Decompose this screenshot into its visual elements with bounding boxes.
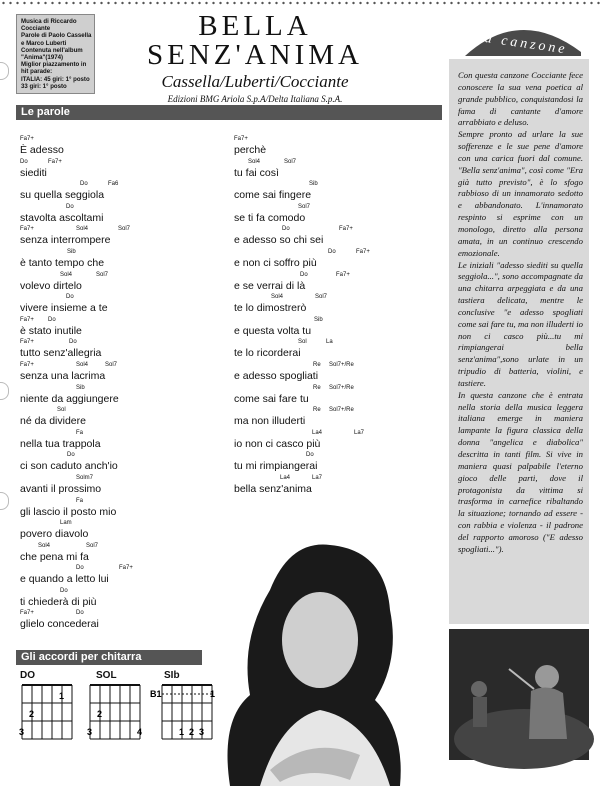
lyric-text: e adesso so chi sei [234, 234, 324, 247]
finger-number: 4 [137, 727, 143, 737]
chord-symbol: Sib [76, 384, 85, 391]
lyric-text: tu fai così [234, 166, 279, 179]
top-dotted-border [0, 0, 603, 6]
chord-row [234, 225, 434, 234]
chord-row [20, 384, 230, 393]
chord-symbol: Sol7 [298, 203, 311, 210]
lyric-line [234, 225, 434, 248]
page-notch [0, 492, 9, 510]
chord-symbol: Do [80, 181, 88, 188]
chord-symbol: Sol4 [76, 226, 89, 233]
chord-symbol: Do [48, 316, 56, 323]
chord-row [20, 564, 230, 573]
chord-symbol: Fa7+ [48, 158, 62, 165]
chord-symbol: Fa7+ [234, 136, 248, 142]
lyric-line [20, 316, 230, 339]
lyric-text: e quando a letto lui [20, 573, 109, 586]
lyric-line [20, 451, 230, 474]
badge-label: La canzone [473, 29, 569, 58]
lyric-line [20, 406, 230, 429]
lyric-text: ti chiederà di più [20, 595, 97, 608]
lyric-text: come sai fingere [234, 189, 312, 202]
chord-symbol: Do [66, 203, 74, 210]
chord-symbol: Do [300, 271, 308, 278]
lyric-line [20, 519, 230, 542]
credit-line: ITALIA: 45 giri: 1° posto [21, 75, 90, 83]
lyric-text: se ti fa comodo [234, 211, 306, 224]
credit-line: 33 giri: 1° posto [21, 82, 67, 90]
chord-symbol: Sib [314, 316, 323, 323]
chord-row [20, 451, 230, 460]
lyric-line [234, 293, 434, 316]
fretboard-grid [150, 681, 220, 743]
fretboard-grid [88, 681, 158, 743]
la-canzone-text [449, 59, 589, 624]
chord-row [234, 474, 434, 483]
la-canzone-badge [455, 12, 585, 56]
chord-symbol: Fa7+ [20, 339, 34, 346]
chord-diagram-name: SOL [96, 670, 117, 681]
chord-row [234, 316, 434, 325]
chord-symbol: La7 [354, 429, 365, 436]
sidebar-paragraph: Con questa canzone Cocciante fece conoscere la sua vena poetica al grande pubblico, conquistandosi la fama di cantante d'amore arrabbiato e deluso. [458, 70, 583, 128]
chord-row [20, 225, 230, 234]
chord-row [20, 135, 230, 144]
chord-row [234, 293, 434, 302]
page-notch [0, 382, 9, 400]
chord-row [20, 180, 230, 189]
lyrics-right-column [234, 135, 434, 497]
chord-symbol: Sol4 [76, 361, 89, 368]
chord-row [20, 519, 230, 528]
chord-diagram [19, 670, 93, 748]
chord-symbol: Sol4 [60, 271, 73, 278]
chord-symbol: Fa7+ [20, 136, 34, 142]
finger-number: 2 [97, 709, 103, 719]
concert-photo [449, 629, 589, 760]
chord-row [20, 338, 230, 347]
lyric-line [234, 203, 434, 226]
lyrics-left-column [20, 135, 230, 632]
chord-row [20, 271, 230, 280]
finger-number: 1 [210, 689, 216, 699]
chord-row [20, 316, 230, 325]
page-notch [0, 62, 9, 80]
chord-diagram-name: DO [20, 670, 35, 681]
lyric-line [234, 180, 434, 203]
chord-symbol: Fa7+ [336, 271, 350, 278]
chord-row [20, 474, 230, 483]
lyric-line [20, 203, 230, 226]
chord-symbol: Sol4 [271, 294, 284, 301]
chord-row [234, 429, 434, 438]
chords-header: Gli accordi per chitarra [16, 650, 202, 665]
sidebar-paragraph: Sempre pronto ad urlare la sue sofferenze e le sue pene d'amore con una carica fuori dal comune. "Bella senz'anima", così come "Era già tutto previsto", è lo sfogo rabbioso di un innamorato sedotto e abbandonato. L'innamorato respinto si esprime con un monologo, diretto alla persona amata, in un continuo crescendo emozionale. [458, 129, 583, 258]
lyrics-header: Le parole [16, 105, 442, 120]
chord-row [20, 609, 230, 618]
lyric-text: ci son caduto anch'io [20, 460, 118, 473]
chord-row [234, 158, 434, 167]
credit-line: Miglior piazzamento in [21, 61, 87, 69]
lyric-text: volevo dirtelo [20, 279, 82, 292]
finger-number: 3 [19, 727, 25, 737]
credit-line: hit parade: [21, 68, 53, 76]
chord-symbol: Sol7 [96, 271, 109, 278]
lyric-line [20, 135, 230, 158]
chord-row [234, 203, 434, 212]
chord-row [234, 338, 434, 347]
lyric-text: tutto senz'allegria [20, 347, 102, 360]
chord-symbol: Sol [57, 407, 66, 414]
lyric-text: niente da aggiungere [20, 392, 119, 405]
lyric-text: bella senz'anima [234, 482, 312, 495]
lyric-line [234, 451, 434, 474]
chord-symbol: Do [306, 452, 314, 459]
chord-symbol: Sol4 [248, 158, 261, 165]
lyric-line [20, 338, 230, 361]
chord-row [234, 361, 434, 370]
lyric-line [234, 384, 434, 407]
lyric-line [234, 338, 434, 361]
lyric-line [20, 429, 230, 452]
chord-symbol: Fa7+ [20, 316, 34, 323]
lyric-text: perchè [234, 144, 267, 156]
finger-number: 1 [179, 727, 185, 737]
chord-diagram [150, 670, 220, 748]
finger-number: 3 [87, 727, 93, 737]
sidebar-paragraph: Le iniziali "adesso siediti su quella seggiola...", sono accompagnate da una chitarra arpeggiata e da una tastiera delicata, mentre le conclusive "e adesso spogliati come sai fare tu, ma non illuderti io non ci casco più...tu mi rimpiangerai bella senz'anima",sono urlate in un tripudio di batteria, violini, e tastiere. [458, 259, 583, 388]
lyric-line [234, 316, 434, 339]
chord-symbol: Do [282, 226, 290, 233]
chord-row [20, 203, 230, 212]
lyric-line [20, 293, 230, 316]
lyric-line [234, 248, 434, 271]
song-title-line-2: SENZ'ANIMA [147, 39, 363, 71]
lyric-text: È adesso [20, 144, 64, 156]
lyric-line [234, 474, 434, 497]
credit-line: Musica di Riccardo [21, 18, 77, 25]
chord-symbol: Do [76, 565, 84, 572]
lyric-line [20, 474, 230, 497]
chord-row [234, 135, 434, 144]
lyric-line [20, 248, 230, 271]
chord-symbol: Fa6 [108, 181, 119, 188]
lyric-text: avanti il prossimo [20, 482, 102, 495]
lyric-line [20, 158, 230, 181]
song-title-line-1: BELLA [198, 10, 312, 42]
chord-row [20, 406, 230, 415]
lyric-text: stavolta ascoltami [20, 211, 104, 224]
chord-symbol: Sib [309, 181, 318, 188]
chord-row [20, 587, 230, 596]
lyric-text: povero diavolo [20, 528, 89, 541]
chord-symbol: Do [20, 158, 28, 165]
chord-symbol: Do [60, 587, 68, 594]
chord-symbol: La [326, 339, 333, 346]
barre-label: B1 [150, 689, 162, 699]
lyric-text: e questa volta tu [234, 324, 312, 337]
chord-symbol: Sol [298, 339, 307, 346]
chord-symbol: Fa7+ [20, 226, 34, 233]
lyric-text: che pena mi fa [20, 550, 89, 563]
lyric-text: ma non illuderti [234, 415, 306, 428]
lyric-text: siediti [20, 166, 47, 179]
credit-line: "Anima"(1974) [21, 54, 64, 62]
chord-symbol: Fa7+ [20, 361, 34, 368]
lyric-line [20, 542, 230, 565]
singer-portrait [200, 520, 430, 786]
lyric-text: senza una lacrima [20, 369, 106, 382]
chord-symbol: Sib [67, 248, 76, 255]
chord-symbol: Re [313, 384, 321, 391]
chord-symbol: Sol7 [105, 361, 118, 368]
lyric-line [20, 497, 230, 520]
chord-row [20, 497, 230, 506]
chord-symbol: Sol4 [38, 542, 51, 549]
chord-diagram-name: SIb [164, 670, 180, 681]
chord-row [234, 406, 434, 415]
fretboard-grid [19, 681, 93, 743]
credit-line: Contenuta nell'album [21, 46, 83, 54]
chord-row [234, 180, 434, 189]
lyric-line [20, 225, 230, 248]
chord-row [20, 158, 230, 167]
chord-symbol: Do [76, 610, 84, 617]
chord-symbol: Solm7 [76, 474, 94, 481]
title-block [120, 12, 390, 104]
chord-row [20, 248, 230, 257]
lyric-text: come sai fare tu [234, 392, 309, 405]
chord-symbol: Do [69, 339, 77, 346]
chord-symbol: Fa7+ [20, 610, 34, 617]
chord-symbol: Do [66, 294, 74, 301]
lyric-text: senza interrompere [20, 234, 111, 247]
chord-symbol: Fa7+ [356, 248, 370, 255]
lyric-line [234, 361, 434, 384]
credits-box [16, 14, 95, 94]
chord-symbol: Sol7 [86, 542, 99, 549]
lyric-text: te lo dimostrerò [234, 302, 307, 315]
lyric-text: io non ci casco più [234, 437, 321, 450]
finger-number: 2 [189, 727, 195, 737]
chord-row [234, 384, 434, 393]
lyric-text: nella tua trappola [20, 437, 101, 450]
publisher: Edizioni BMG Ariola S.p.A/Delta Italiana S.p.A. [167, 94, 343, 104]
lyric-line [20, 361, 230, 384]
lyric-text: glielo concederai [20, 618, 99, 631]
chord-symbol: Fa7+ [119, 565, 133, 572]
chord-symbol: Sol7 [315, 294, 328, 301]
chord-symbol: Fa [76, 429, 84, 436]
chord-symbol: Sol7+/Re [329, 407, 354, 414]
lyric-line [234, 158, 434, 181]
chord-symbol: Sol7 [118, 226, 131, 233]
chord-symbol: Sol7 [284, 158, 297, 165]
chord-row [20, 293, 230, 302]
chord-row [234, 451, 434, 460]
chord-row [20, 361, 230, 370]
finger-number: 3 [199, 727, 205, 737]
chord-symbol: Do [67, 452, 75, 459]
chord-symbol: La7 [312, 474, 323, 481]
chord-diagram [88, 670, 158, 748]
lyric-line [20, 587, 230, 610]
lyric-line [20, 564, 230, 587]
chord-symbol: Sol7+/Re [329, 361, 354, 368]
lyric-line [234, 135, 434, 158]
chord-symbol: Sol7+/Re [329, 384, 354, 391]
lyric-text: è tanto tempo che [20, 256, 105, 269]
finger-number: 1 [59, 691, 65, 701]
lyric-line [234, 429, 434, 452]
lyric-line [20, 271, 230, 294]
sidebar-paragraph: In questa canzone che è entrata nella storia della musica leggera italiana emerge in maniera lampante la figura classica della donna "angelica e diabolica" descritta in tanti film. Si vive in maniera quasi palpabile l'eterno gioco delle parti, dove il protagonista da vittima si trasforma in carnefice ribaltando la situazione; tornando ad essere - con rabbia e violenza - il padrone del rapporto amoroso ("E adesso spogliati..."). [458, 389, 583, 554]
lyric-text: su quella seggiola [20, 189, 105, 202]
lyric-line [20, 180, 230, 203]
chord-symbol: Re [313, 407, 321, 414]
credit-line: e Marco Luberti [21, 39, 67, 47]
chord-symbol: Re [313, 361, 321, 368]
chord-row [234, 271, 434, 280]
lyric-line [20, 609, 230, 632]
lyric-text: è stato inutile [20, 324, 82, 337]
chord-symbol: Fa [76, 497, 84, 504]
chord-symbol: Fa7+ [339, 226, 353, 233]
song-authors: Cassella/Luberti/Cocciante [161, 72, 349, 91]
chord-row [20, 542, 230, 551]
chord-symbol: Lam [60, 520, 72, 527]
finger-number: 2 [29, 709, 35, 719]
lyric-line [20, 384, 230, 407]
lyric-line [234, 271, 434, 294]
chord-symbol: La4 [312, 429, 323, 436]
lyric-text: e se verrai di là [234, 279, 306, 292]
lyric-text: vivere insieme a te [20, 302, 108, 315]
lyric-line [234, 406, 434, 429]
chord-row [20, 429, 230, 438]
credit-line: Cocciante [21, 25, 51, 33]
lyric-text: né da dividere [20, 415, 86, 428]
lyric-text: e non ci soffro più [234, 256, 317, 269]
lyric-text: te lo ricorderai [234, 347, 301, 360]
lyric-text: gli lascio il posto mio [20, 505, 117, 518]
lyric-text: e adesso spogliati [234, 369, 319, 382]
chord-symbol: Do [328, 248, 336, 255]
chord-symbol: La4 [280, 474, 291, 481]
credit-line: Parole di Paolo Cassella [21, 32, 92, 40]
lyric-text: tu mi rimpiangerai [234, 460, 318, 473]
chord-row [234, 248, 434, 257]
